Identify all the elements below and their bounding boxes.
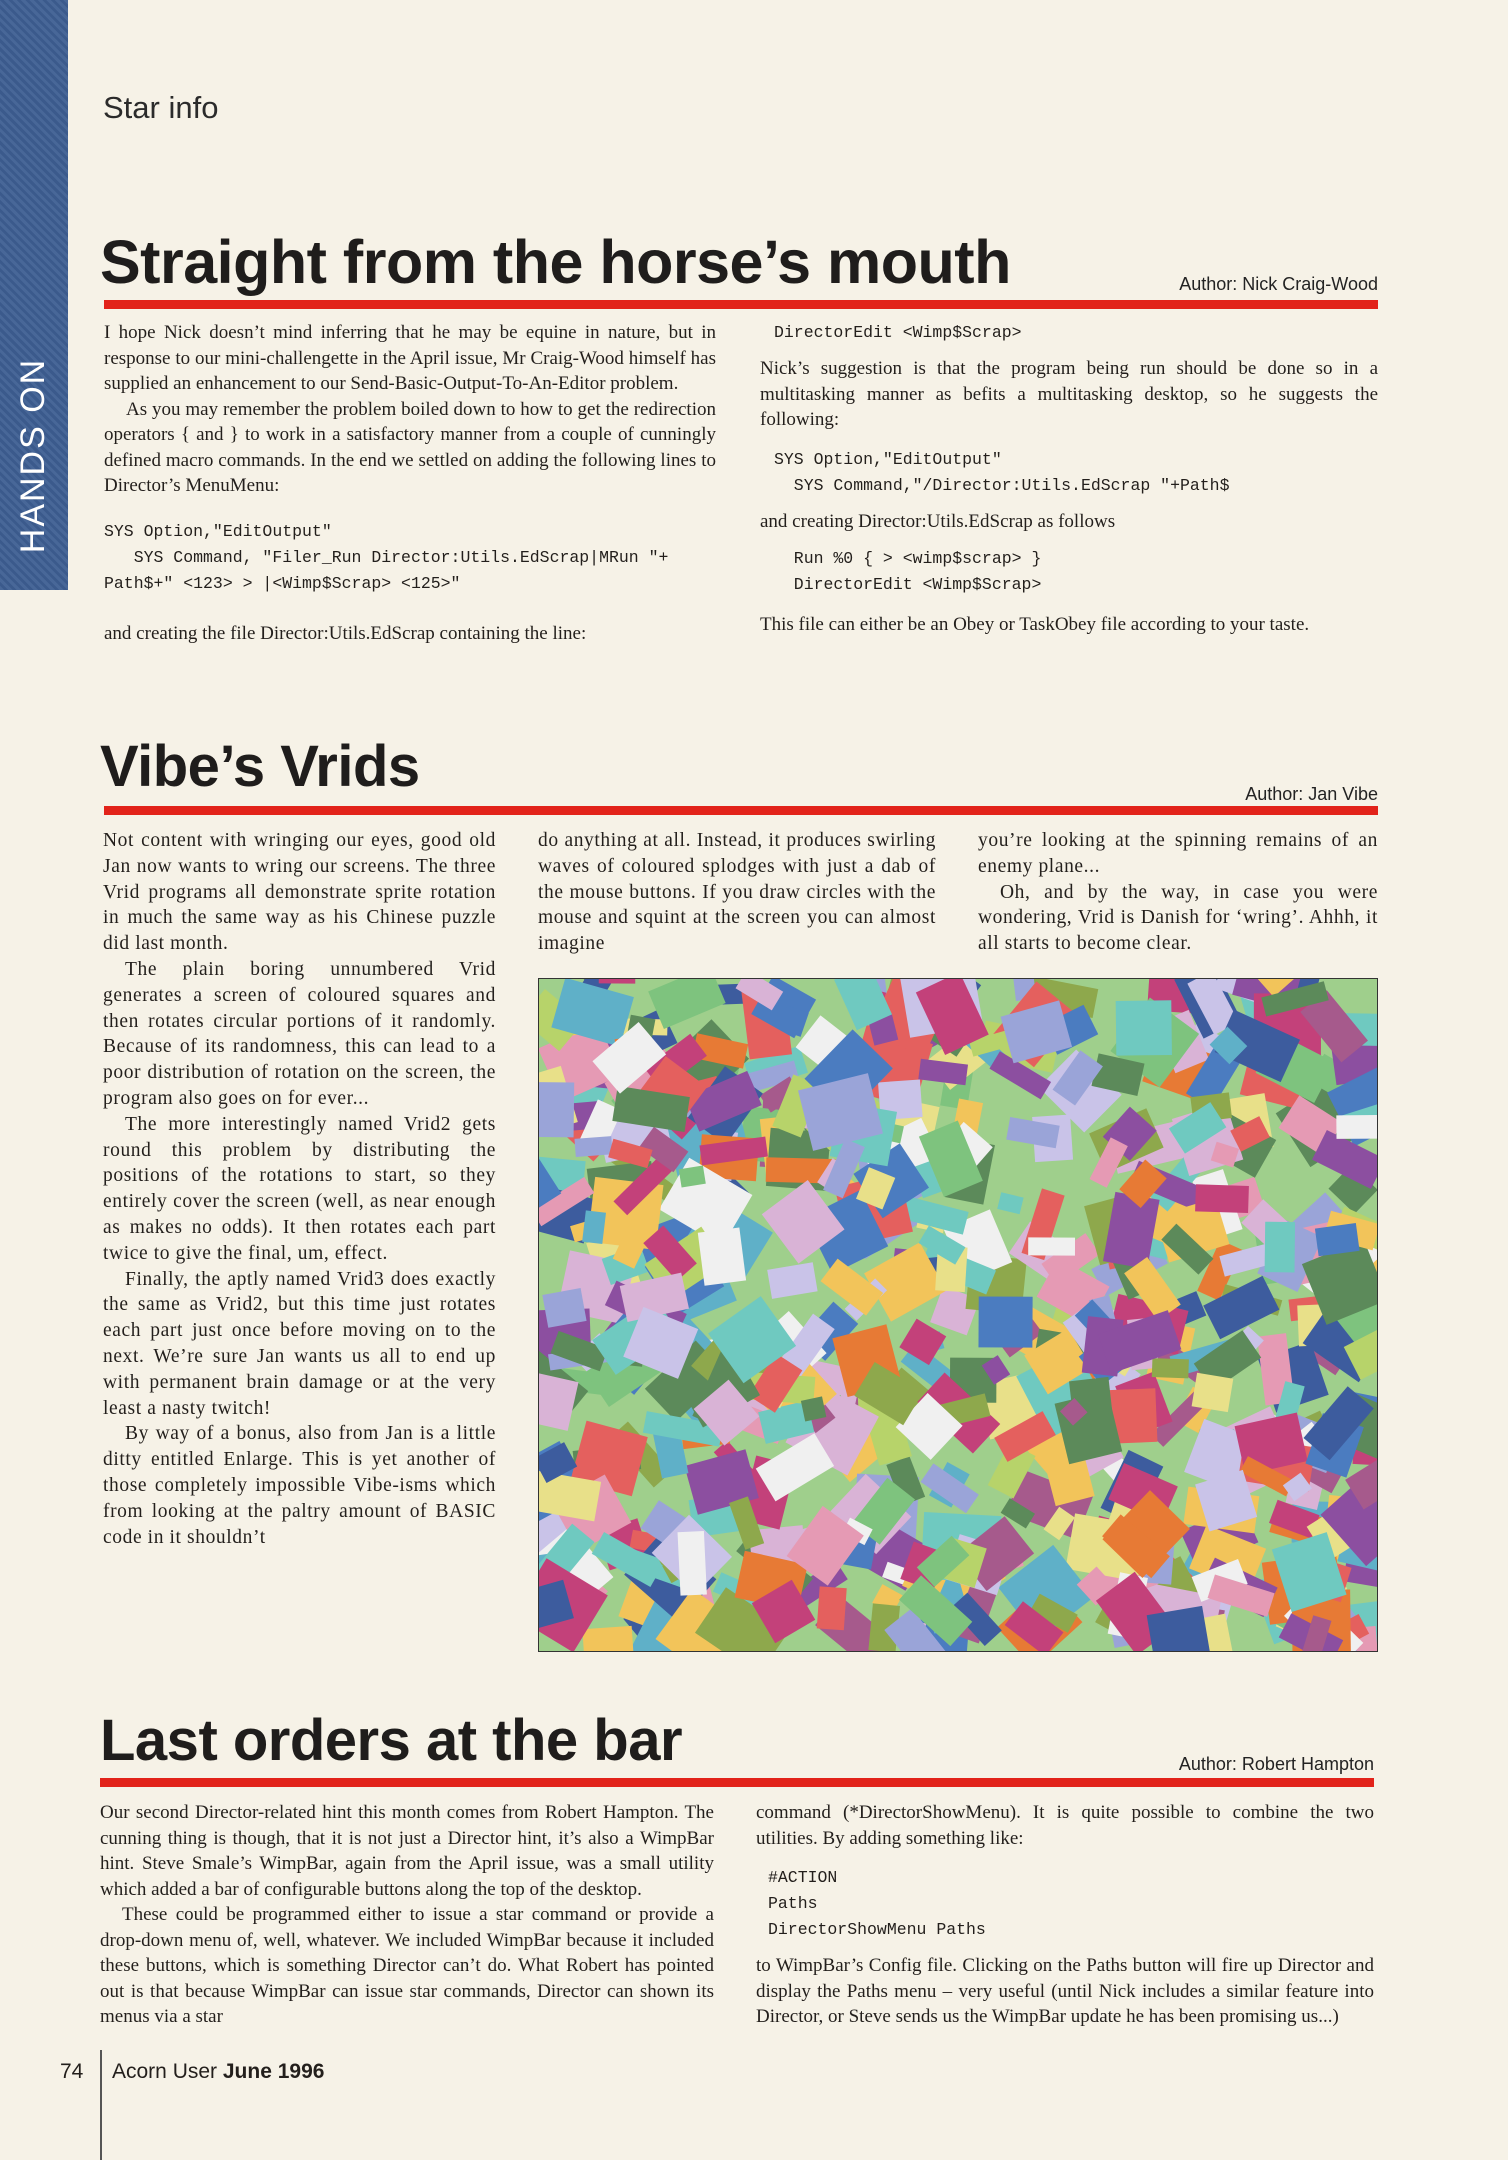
section-kicker: Star info <box>103 90 219 125</box>
vrid-splodge <box>978 1296 1032 1347</box>
paragraph: Our second Director-related hint this month comes from Robert Hampton. The cunning thing is though, that it is not just a Director hint, it’s also a WimpBar hint. Steve Smale’s WimpBar, again from the April issue, was a small utility which added a bar of configurable buttons along the top of the desktop. <box>100 1802 714 1900</box>
paragraph: to WimpBar’s Config file. Clicking on the Paths button will fire up Director and display the Paths menu – very useful (until Nick includes a similar feature into Director, or Steve sends us the WimpBar update he has been promising us...) <box>756 1955 1374 2027</box>
vrid-splodge <box>542 1288 586 1328</box>
footer-divider <box>100 2050 102 2160</box>
article-2-column-2 <box>538 828 936 957</box>
paragraph: This file can either be an Obey or TaskObey file according to your taste. <box>760 614 1310 635</box>
article-1-left-column <box>104 320 716 646</box>
vrid-splodge <box>539 1082 574 1137</box>
paragraph: The plain boring unnumbered Vrid generates a screen of coloured squares and then rotates circular portions of it randomly. Because of its randomness, this can lead to a poor distribution of rotation on the screen, the program also goes on for ever... <box>103 958 496 1109</box>
paragraph: By way of a bonus, also from Jan is a little ditty entitled Enlarge. This is yet another of those completely impossible Vibe-isms which from looking at the paltry amount of BASIC code in it shouldn’t <box>103 1423 496 1548</box>
article-1-byline: Author: Nick Craig-Wood <box>1179 274 1378 294</box>
vrid-splodge <box>678 1531 707 1596</box>
vrid-splodge <box>698 1227 746 1285</box>
paragraph: I hope Nick doesn’t mind inferring that he may be equine in nature, but in response to our mini-challengette in the April issue, Mr Craig-Wood himself has supplied an enhancement to our Send-Basic-Output-To-An-Editor problem. <box>104 322 716 394</box>
code-block: Run %0 { > <wimp$scrap> } DirectorEdit <Wimp$Scrap> <box>793 549 1042 594</box>
article-3-byline: Author: Robert Hampton <box>1178 1754 1374 1774</box>
paragraph: do anything at all. Instead, it produces swirling waves of coloured splodges with just a dab of the mouse buttons. If you draw circles with the mouse and squint at the screen you can almost imagine <box>538 830 936 955</box>
vrid-splodge <box>1116 1000 1172 1055</box>
vrid-pattern <box>539 979 1377 1651</box>
footer-magazine <box>112 2060 324 2084</box>
vrid-splodge <box>1195 1184 1249 1213</box>
article-2-column-1 <box>103 828 496 1550</box>
article-2-byline: Author: Jan Vibe <box>1245 784 1378 804</box>
article-3-right-column <box>756 1800 1374 2030</box>
paragraph: Finally, the aptly named Vrid3 does exactly the same as Vrid2, but this time just rotates each part just once before moving on to the next. We’re sure Jan wants us all to end up with permanent brain damage or at the very least a nasty twitch! <box>103 1268 496 1419</box>
article-2-column-3 <box>978 828 1378 957</box>
vrid-splodge <box>1315 1223 1360 1256</box>
article-1-rule <box>104 300 1378 309</box>
paragraph: and creating the file Director:Utils.EdScrap containing the line: <box>104 622 587 644</box>
article-3-title: Last orders at the bar <box>100 1708 683 1773</box>
code-block: SYS Option,"EditOutput" SYS Command, "Filer_Run Director:Utils.EdScrap|MRun "+ Path$+" <123> > |<Wimp$Scrap> <125>" <box>104 521 669 593</box>
vrid-splodge <box>801 1396 826 1421</box>
paragraph: and creating Director:Utils.EdScrap as follows <box>760 510 1116 532</box>
vrid-splodge <box>1192 1373 1234 1412</box>
magazine-name: Acorn User <box>112 2060 218 2083</box>
article-1-right-column <box>760 320 1378 638</box>
code-block: #ACTION Paths DirectorShowMenu Paths <box>768 1868 986 1939</box>
vrid-splodge <box>1336 1115 1377 1139</box>
paragraph: you’re looking at the spinning remains of an enemy plane... <box>978 830 1378 877</box>
article-3-rule <box>100 1778 1374 1787</box>
article-1-title: Straight from the horse’s mouth <box>100 228 1011 296</box>
vrid-splodge <box>1028 1237 1075 1255</box>
paragraph: Not content with wringing our eyes, good old Jan now wants to wring our screens. The three Vrid programs all demonstrate sprite rotation in much the same way as his Chinese puzzle did last month. <box>103 830 496 955</box>
article-2-title: Vibe’s Vrids <box>100 734 420 799</box>
vrid-splodge <box>582 1626 635 1651</box>
vrid-splodge <box>679 1165 706 1187</box>
vrid-screenshot-image <box>538 978 1378 1652</box>
article-3-left-column <box>100 1800 714 2030</box>
paragraph: Nick’s suggestion is that the program being run should be done so in a multitasking manner as befits a multitasking desktop, so he suggests the following: <box>760 358 1378 430</box>
vrid-splodge <box>817 1586 847 1630</box>
code-block: DirectorEdit <Wimp$Scrap> <box>774 323 1022 342</box>
vrid-splodge <box>1265 1222 1296 1273</box>
code-block: SYS Option,"EditOutput" SYS Command,"/Director:Utils.EdScrap "+Path$ <box>774 449 1230 495</box>
paragraph: The more interestingly named Vrid2 gets round this problem by distributing the positions of the rotations to start, so they entirely cover the screen (well, as near enough as makes no odds). It then rotates each part twice to give the final, um, effect. <box>103 1113 496 1264</box>
article-2-rule <box>104 806 1378 815</box>
page-number: 74 <box>60 2060 84 2083</box>
paragraph: As you may remember the problem boiled down to how to get the redirection operators { and } to work in a satisfactory manner from a couple of cunningly defined macro commands. In the end we settled on adding the following lines to Director’s MenuMenu: <box>104 398 716 496</box>
issue-date: June 1996 <box>222 2060 325 2083</box>
vrid-splodge <box>1152 1358 1189 1378</box>
paragraph: Oh, and by the way, in case you were wondering, Vrid is Danish for ‘wring’. Ahhh, it all starts to become clear. <box>978 881 1378 955</box>
vrid-splodge <box>574 1136 612 1157</box>
paragraph: command (*DirectorShowMenu). It is quite possible to combine the two utilities. By adding something like: <box>756 1802 1374 1849</box>
vrid-splodge <box>599 979 636 984</box>
vrid-splodge <box>582 1210 606 1244</box>
section-tab <box>0 0 68 590</box>
paragraph: These could be programmed either to issue a star command or provide a drop-down menu of, well, whatever. We included WimpBar because it included these buttons, which is something Director can’t do. What Robert has pointed out is that because WimpBar can issue star commands, Director can shown its menus via a star <box>100 1904 714 2027</box>
section-tab-label: HANDS ON <box>14 357 53 553</box>
